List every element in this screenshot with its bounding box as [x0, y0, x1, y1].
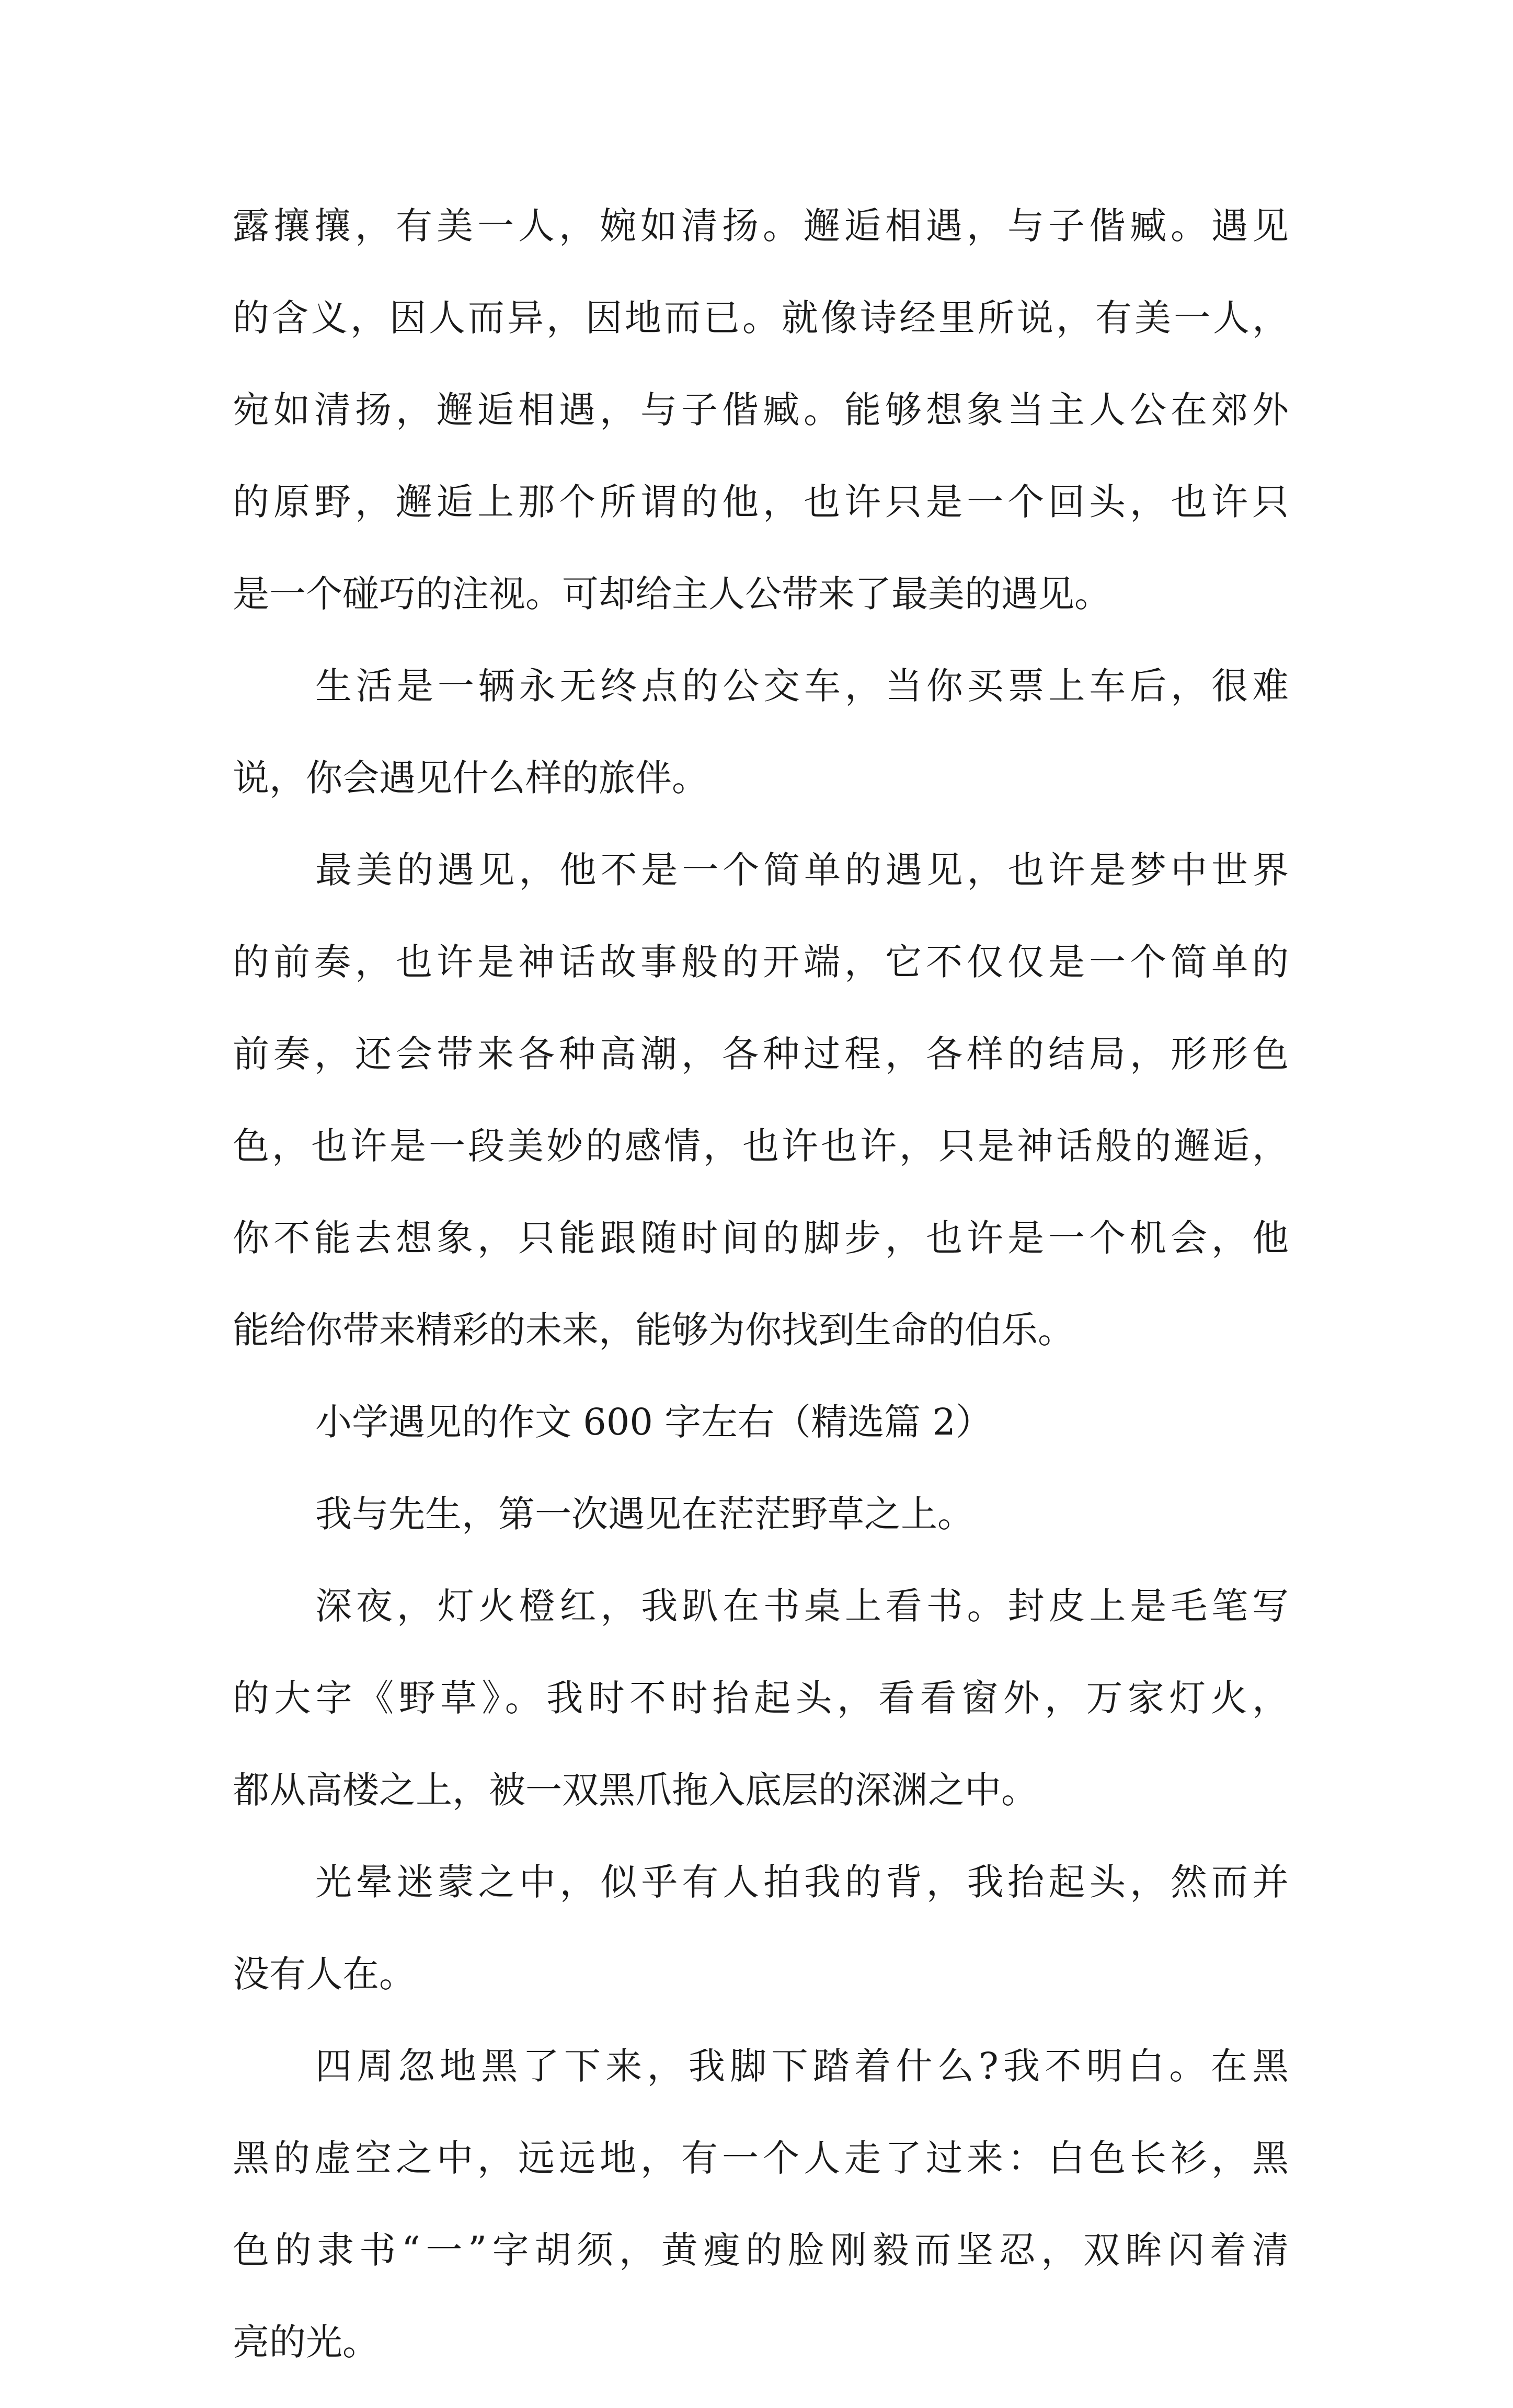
text-line: 能给你带来精彩的未来，能够为你找到生命的伯乐。 [233, 1309, 1074, 1351]
text-line: 宛如清扬，邂逅相遇，与子偕臧。能够想象当主人公在郊外 [233, 388, 1289, 431]
section-heading: 小学遇见的作文 600 字左右（精选篇 2） [315, 1401, 992, 1443]
text-line: 的前奏，也许是神话故事般的开端，它不仅仅是一个简单的 [233, 941, 1289, 983]
text-line: 的原野，邂逅上那个所谓的他，也许只是一个回头，也许只 [233, 480, 1289, 523]
document-body [233, 200, 1289, 2408]
text-line: 四周忽地黑了下来，我脚下踏着什么?我不明白。在黑 [315, 2045, 1289, 2088]
text-line: 说，你会遇见什么样的旅伴。 [233, 756, 708, 799]
text-line: 色的隶书“一”字胡须，黄瘦的脸刚毅而坚忍，双眸闪着清 [233, 2229, 1289, 2272]
text-line: 是一个碰巧的注视。可却给主人公带来了最美的遇见。 [233, 572, 1111, 615]
text-line: 色，也许是一段美妙的感情，也许也许，只是神话般的邂逅， [233, 1125, 1289, 1167]
text-line: 亮的光。 [233, 2321, 379, 2364]
text-line: 前奏，还会带来各种高潮，各种过程，各样的结局，形形色 [233, 1033, 1289, 1075]
text-line: 的大字《野草》。我时不时抬起头，看看窗外，万家灯火， [233, 1677, 1289, 1719]
text-line: 我与先生，第一次遇见在茫茫野草之上。 [315, 1493, 974, 1535]
text-line: 露攘攘，有美一人，婉如清扬。邂逅相遇，与子偕臧。遇见 [233, 204, 1289, 247]
text-line: 没有人在。 [233, 1953, 416, 1996]
text-line: 光晕迷蒙之中，似乎有人拍我的背，我抬起头，然而并 [315, 1861, 1289, 1904]
text-line: 生活是一辆永无终点的公交车，当你买票上车后，很难 [315, 664, 1289, 707]
text-line: 黑的虚空之中，远远地，有一个人走了过来：白色长衫，黑 [233, 2137, 1289, 2180]
text-line: 你不能去想象，只能跟随时间的脚步，也许是一个机会，他 [233, 1217, 1289, 1259]
text-line: 都从高楼之上，被一双黑爪拖入底层的深渊之中。 [233, 1769, 1038, 1811]
text-line: 最美的遇见，他不是一个简单的遇见，也许是梦中世界 [315, 848, 1289, 891]
text-line: 的含义，因人而异，因地而已。就像诗经里所说，有美一人， [233, 296, 1289, 339]
text-line: 深夜，灯火橙红，我趴在书桌上看书。封皮上是毛笔写 [315, 1585, 1289, 1627]
